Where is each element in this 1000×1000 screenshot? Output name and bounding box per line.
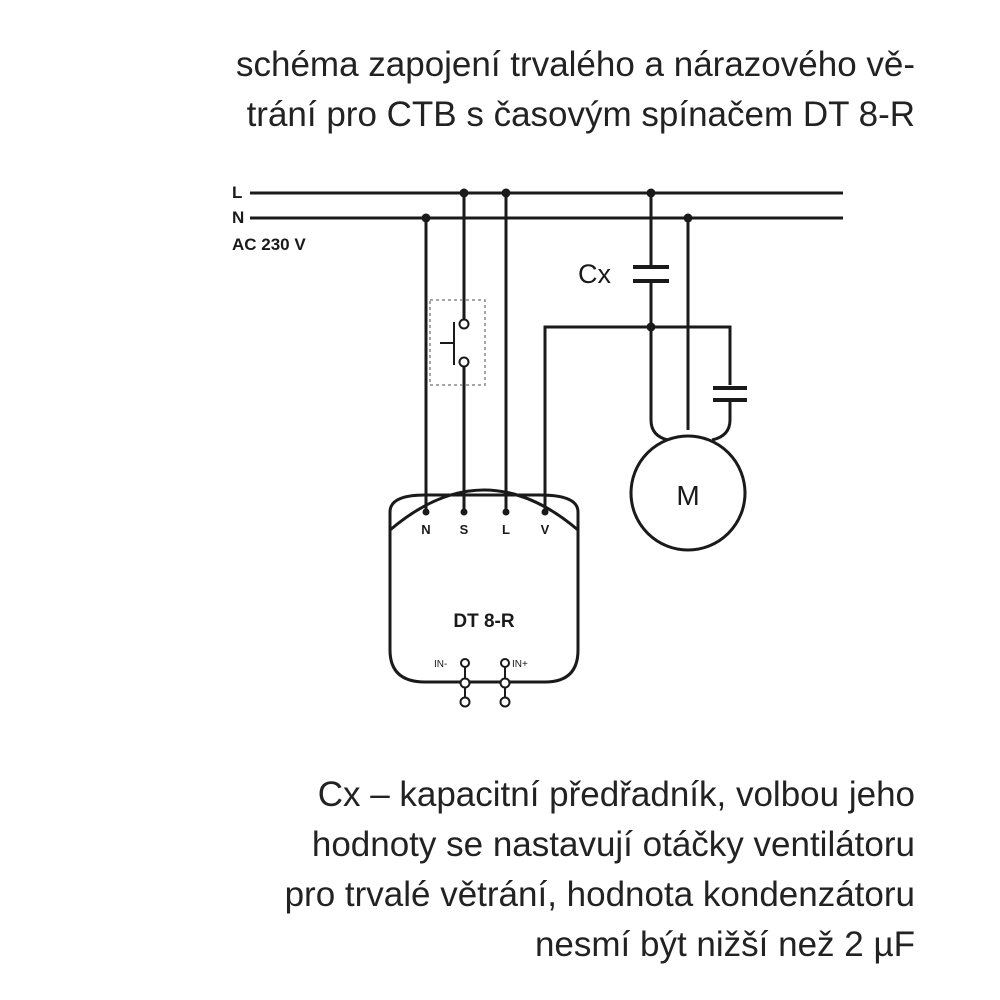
in-plus-external-terminal <box>501 679 510 688</box>
note-line-4: nesmí být nižší než 2 µF <box>534 925 915 964</box>
title-line-2: trání pro CTB s časovým spínačem DT 8-R <box>246 95 915 134</box>
terminal-label-n: N <box>421 522 431 537</box>
in-minus-external-terminal <box>461 679 470 688</box>
in-minus-external-terminal <box>461 698 470 707</box>
junction-dot <box>461 509 468 516</box>
in-minus-label: IN- <box>434 659 448 670</box>
terminal-label-v: V <box>540 522 550 537</box>
terminal-label-s: S <box>459 522 469 537</box>
junction-dot <box>647 323 656 332</box>
voltage-label: AC 230 V <box>232 235 306 254</box>
motor-left-lead <box>651 420 668 440</box>
capacitor-label: Cx <box>578 259 611 289</box>
push-button-contact <box>460 358 469 367</box>
junction-dot <box>684 214 693 223</box>
note-line-2: hodnoty se nastavují otáčky ventilátoru <box>311 825 915 864</box>
note-line-1: Cx – kapacitní předřadník, volbou jeho <box>317 775 915 814</box>
title-line-1: schéma zapojení trvalého a nárazového vě- <box>235 45 915 84</box>
junction-dot <box>422 214 431 223</box>
push-button-contact <box>460 320 469 329</box>
n-label: N <box>232 208 245 227</box>
v-wire <box>545 327 730 512</box>
device-outline <box>390 495 578 682</box>
terminal-label-l: L <box>502 522 510 537</box>
junction-dot <box>502 189 511 198</box>
in-plus-label: IN+ <box>512 659 528 670</box>
junction-dot <box>647 189 656 198</box>
note-line-3: pro trvalé větrání, hodnota kondenzátoru <box>284 875 915 914</box>
capacitor-note <box>285 770 915 970</box>
push-button-box <box>430 300 485 385</box>
in-plus-external-terminal <box>501 698 510 707</box>
junction-dot <box>503 509 510 516</box>
junction-dot <box>542 509 549 516</box>
in-minus-terminal <box>461 659 469 667</box>
junction-dot <box>460 189 469 198</box>
push-button <box>430 300 485 385</box>
junction-dot <box>423 509 430 516</box>
motor-right-lead <box>712 420 730 440</box>
l-label: L <box>232 183 243 202</box>
device-name: DT 8-R <box>453 611 515 632</box>
in-plus-terminal <box>501 659 509 667</box>
motor-label: M <box>676 480 700 511</box>
